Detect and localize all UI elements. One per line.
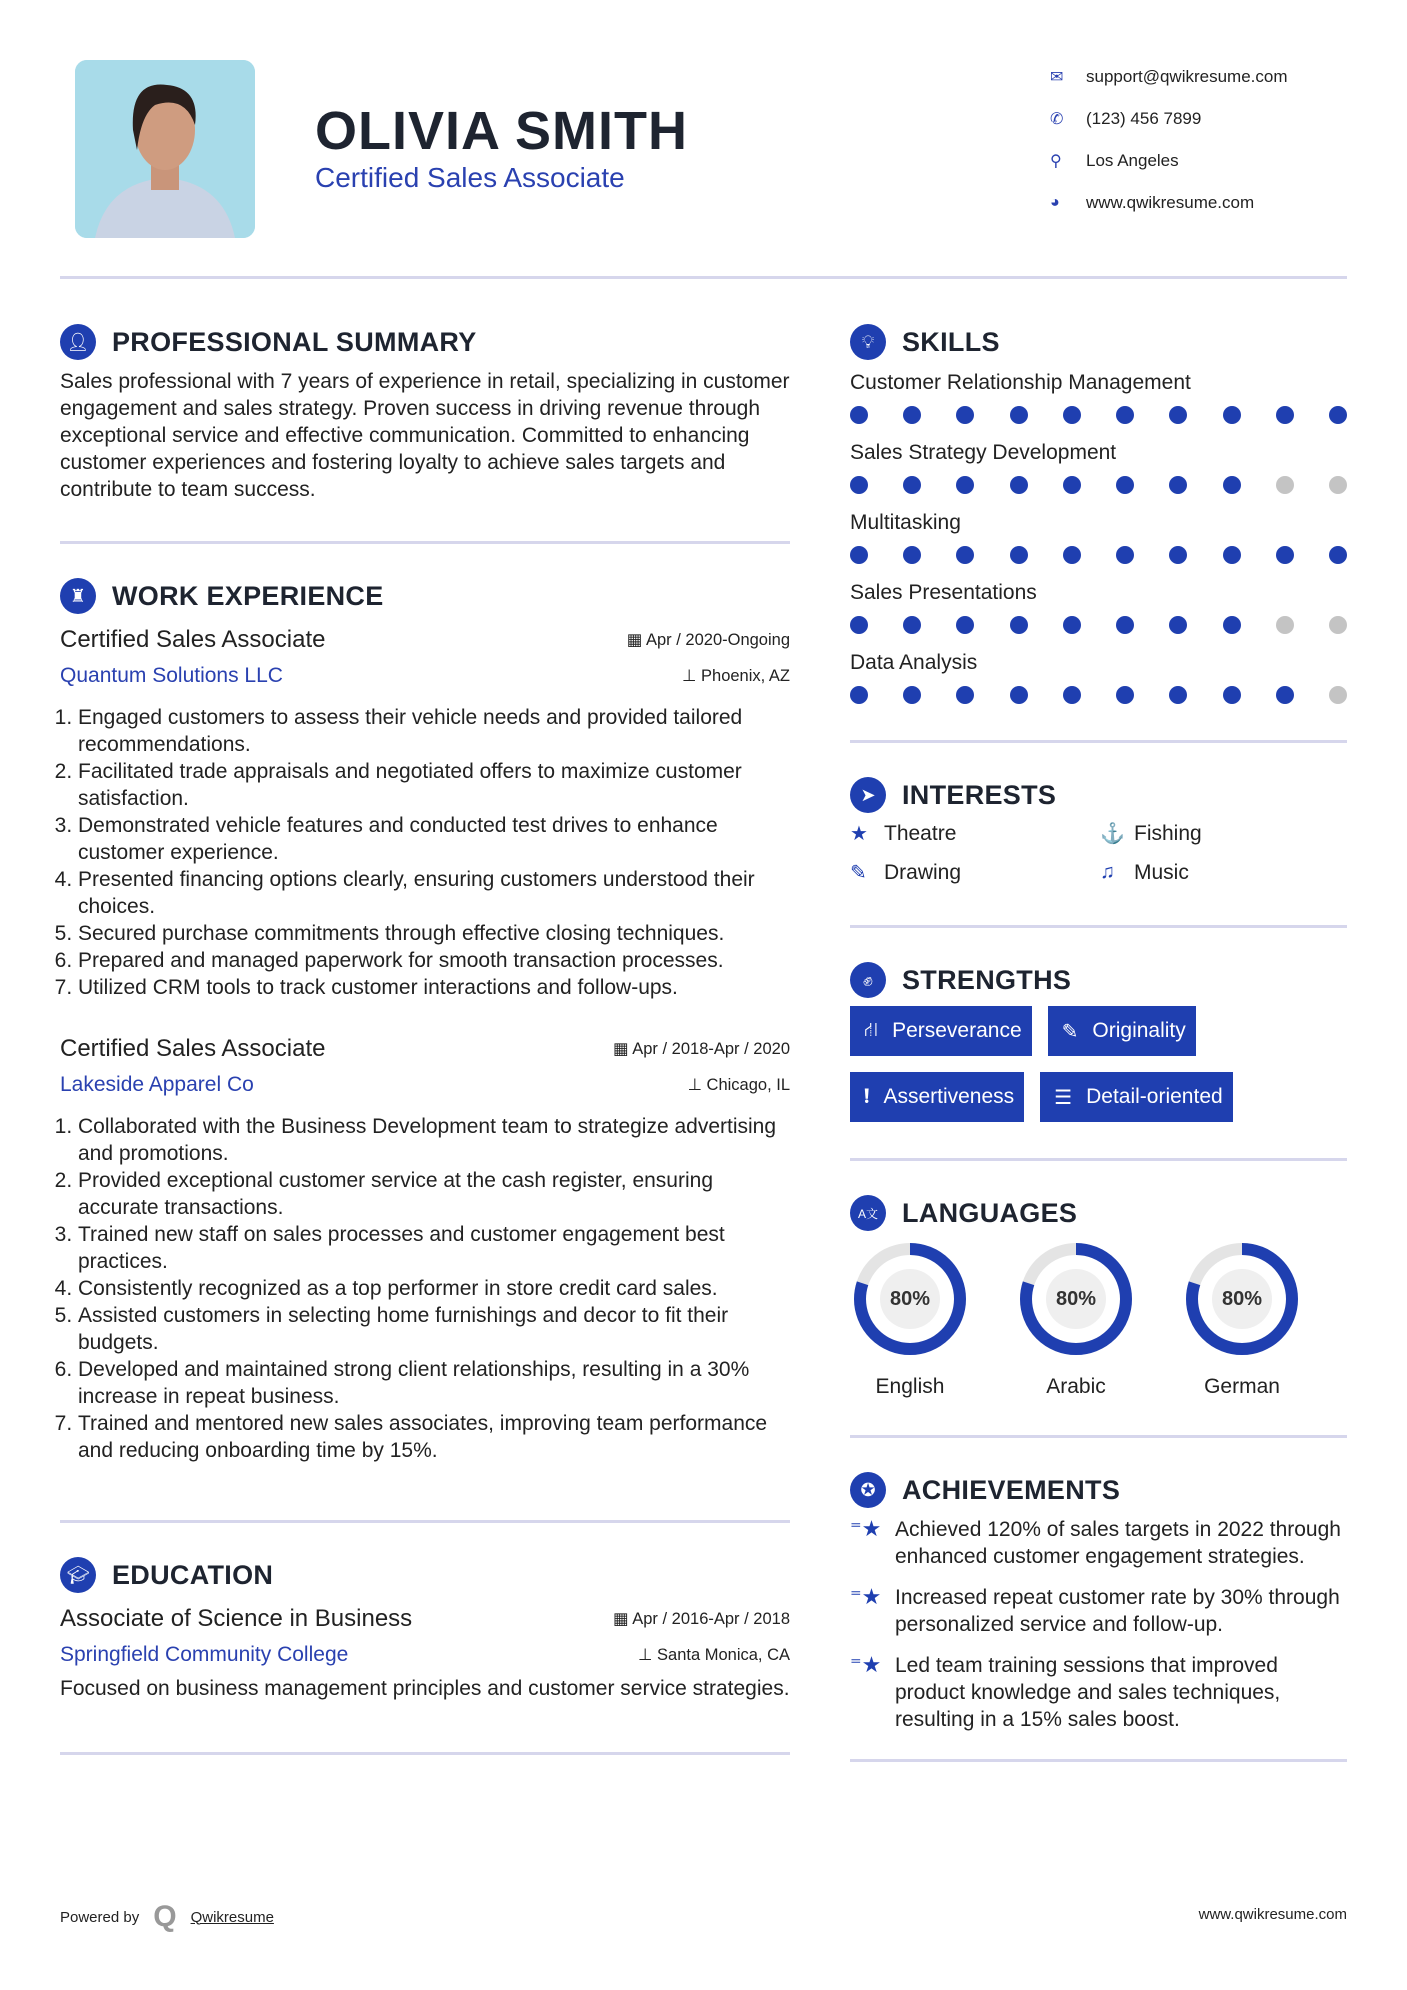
- rating-dot-filled: [1010, 406, 1028, 424]
- rating-dot-filled: [1329, 546, 1347, 564]
- divider: [60, 541, 790, 544]
- rating-dot-filled: [1276, 686, 1294, 704]
- languages: [850, 1193, 1347, 1399]
- job-dates: Apr / 2018-Apr / 2020: [632, 1040, 790, 1058]
- interest-item: [1100, 860, 1347, 885]
- map-marker-icon: ⚲: [1050, 153, 1062, 170]
- divider: [60, 1752, 790, 1755]
- skill-item: [850, 578, 1347, 634]
- duty-item: 6. Prepared and managed paperwork for smooth transaction processes.: [78, 947, 790, 974]
- strength-badge: [1048, 1006, 1196, 1056]
- section-title: LANGUAGES: [902, 1197, 1078, 1228]
- duty-item: 3. Trained new staff on sales processes and customer engagement best practices.: [78, 1221, 790, 1275]
- language-progress-ring: [850, 1239, 970, 1359]
- skill-item: [850, 438, 1347, 494]
- interests: [850, 775, 1347, 885]
- rating-dot-filled: [1063, 616, 1081, 634]
- strength-badge: [1040, 1072, 1233, 1122]
- contact-phone[interactable]: [1050, 98, 1288, 140]
- rating-dot-filled: [1116, 406, 1134, 424]
- rating-dot-filled: [1116, 546, 1134, 564]
- rating-dot-filled: [1010, 616, 1028, 634]
- qwikresume-logo-icon: Q: [153, 1900, 177, 1933]
- graduation-icon: 🎓︎: [60, 1557, 96, 1593]
- rating-dot-filled: [1116, 476, 1134, 494]
- contact-text: support@qwikresume.com: [1086, 67, 1288, 86]
- rating-dot-filled: [850, 546, 868, 564]
- rating-dot-empty: [1329, 476, 1347, 494]
- duty-item: 7. Utilized CRM tools to track customer interactions and follow-ups.: [78, 974, 790, 1001]
- degree: Associate of Science in Business: [60, 1605, 413, 1632]
- achievement-item: [850, 1584, 1347, 1638]
- strength-label: Perseverance: [892, 1019, 1022, 1042]
- section-title: SKILLS: [902, 326, 1000, 357]
- language-progress-ring: [1182, 1239, 1302, 1359]
- interest-label: Fishing: [1134, 821, 1202, 845]
- rating-dot-empty: [1276, 616, 1294, 634]
- envelope-icon: ✉: [1050, 69, 1064, 86]
- globe-icon: ◕: [1050, 194, 1060, 211]
- skills: [850, 322, 1347, 704]
- education-text: Focused on business management principles and customer service strategies.: [60, 1677, 790, 1700]
- interest-item: [850, 860, 1100, 885]
- divider: [850, 1759, 1347, 1762]
- duty-item: 3. Demonstrated vehicle features and conducted test drives to enhance customer experience.: [78, 812, 790, 866]
- skill-item: [850, 648, 1347, 704]
- section-title: WORK EXPERIENCE: [112, 580, 384, 611]
- language-item: [1182, 1239, 1302, 1399]
- shooting-star-icon: ⁼★: [850, 1516, 882, 1541]
- skill-item: [850, 508, 1347, 564]
- job-duties: [60, 704, 790, 1001]
- job-title: Certified Sales Associate: [60, 1035, 326, 1062]
- language-item: [850, 1239, 970, 1399]
- rating-dot-filled: [1169, 616, 1187, 634]
- language-percent: 80%: [1046, 1269, 1106, 1329]
- rating-dot-filled: [903, 476, 921, 494]
- rating-dot-empty: [1329, 616, 1347, 634]
- phone-icon: ✆: [1050, 111, 1064, 128]
- language-label: English: [875, 1375, 945, 1398]
- rating-dot-filled: [1063, 546, 1081, 564]
- language-label: Arabic: [1046, 1375, 1106, 1398]
- school: Springfield Community College: [60, 1643, 349, 1666]
- duty-item: 4. Consistently recognized as a top performer in store credit card sales.: [78, 1275, 790, 1302]
- rating-dot-filled: [1063, 686, 1081, 704]
- skill-rating: [850, 546, 1347, 564]
- rating-dot-filled: [1063, 476, 1081, 494]
- left-column: [60, 322, 790, 1755]
- contact-location: [1050, 140, 1288, 182]
- language-progress-ring: [1016, 1239, 1136, 1359]
- fist-icon: ✊︎: [850, 962, 886, 998]
- shooting-star-icon: ⁼★: [850, 1584, 882, 1609]
- rating-dot-filled: [1276, 546, 1294, 564]
- achievement-text: Achieved 120% of sales targets in 2022 through enhanced customer engagement strategies.: [895, 1518, 1341, 1568]
- contact-text: www.qwikresume.com: [1086, 193, 1255, 212]
- music-icon: ♫: [1100, 861, 1115, 883]
- rating-dot-filled: [850, 616, 868, 634]
- calendar-icon: ▦: [612, 1610, 633, 1628]
- rating-dot-filled: [850, 476, 868, 494]
- duty-item: 5. Assisted customers in selecting home furnishings and decor to fit their budgets.: [78, 1302, 790, 1356]
- pin-icon: ⊥: [638, 1646, 658, 1664]
- strength-badge: [850, 1072, 1024, 1122]
- divider: [850, 1158, 1347, 1161]
- rating-dot-filled: [903, 546, 921, 564]
- user-icon: 👤︎: [60, 324, 96, 360]
- divider: [850, 740, 1347, 743]
- interest-label: Drawing: [884, 860, 962, 884]
- language-item: [1016, 1239, 1136, 1399]
- rating-dot-filled: [1169, 476, 1187, 494]
- rating-dot-filled: [956, 546, 974, 564]
- contact-text: Los Angeles: [1086, 151, 1179, 170]
- contact-list: [1050, 56, 1288, 224]
- rating-dot-filled: [850, 406, 868, 424]
- duty-item: 2. Provided exceptional customer service at the cash register, ensuring accurate transactions.: [78, 1167, 790, 1221]
- rating-dot-filled: [1223, 686, 1241, 704]
- achievements: [850, 1470, 1347, 1733]
- paper-plane-icon: ➤: [850, 777, 886, 813]
- qwikresume-link[interactable]: Qwikresume: [190, 1908, 274, 1926]
- pin-icon: ⊥: [682, 667, 702, 685]
- exclamation-circle-icon: ❗︎: [864, 1085, 870, 1108]
- pencil-icon: ✎: [1061, 1020, 1079, 1043]
- rating-dot-filled: [1010, 686, 1028, 704]
- rating-dot-filled: [956, 476, 974, 494]
- footer-powered: [60, 1900, 274, 1934]
- right-column: [850, 322, 1347, 1762]
- strength-label: Originality: [1092, 1019, 1186, 1042]
- contact-email[interactable]: [1050, 56, 1288, 98]
- anchor-icon: ⚓: [1100, 823, 1125, 845]
- job-title: Certified Sales Associate: [60, 626, 326, 653]
- profile-photo: [75, 60, 255, 238]
- rating-dot-filled: [1063, 406, 1081, 424]
- skill-rating: [850, 406, 1347, 424]
- job-entry: [60, 622, 790, 1001]
- duty-item: 1. Collaborated with the Business Development team to strategize advertising and promotions.: [78, 1113, 790, 1167]
- interest-item: [1100, 821, 1347, 846]
- award-icon: ✪: [850, 1472, 886, 1508]
- duty-item: 5. Secured purchase commitments through effective closing techniques.: [78, 920, 790, 947]
- divider: [850, 925, 1347, 928]
- strength-label: Assertiveness: [883, 1085, 1015, 1108]
- section-title: INTERESTS: [902, 779, 1057, 810]
- shooting-star-icon: ⁼★: [850, 1652, 882, 1677]
- company-name: Lakeside Apparel Co: [60, 1073, 254, 1096]
- skill-rating: [850, 616, 1347, 634]
- duty-item: 2. Facilitated trade appraisals and negotiated offers to maximize customer satisfaction.: [78, 758, 790, 812]
- rating-dot-filled: [1010, 546, 1028, 564]
- road-icon: ⛙: [864, 1018, 879, 1041]
- rating-dot-filled: [850, 686, 868, 704]
- skill-label: Sales Strategy Development: [850, 441, 1117, 464]
- section-title: EDUCATION: [112, 1559, 274, 1590]
- rating-dot-empty: [1276, 476, 1294, 494]
- skill-label: Multitasking: [850, 511, 961, 534]
- star-icon: ★: [850, 823, 868, 845]
- achievement-text: Led team training sessions that improved product knowledge and sales techniques, resulting in a 15% sales boost.: [895, 1654, 1281, 1731]
- interest-label: Music: [1134, 860, 1189, 884]
- skill-label: Customer Relationship Management: [850, 371, 1191, 394]
- rating-dot-filled: [1169, 546, 1187, 564]
- rating-dot-filled: [1223, 546, 1241, 564]
- divider: [60, 1520, 790, 1523]
- calendar-icon: ▦: [612, 1040, 633, 1058]
- achievement-text: Increased repeat customer rate by 30% through personalized service and follow-up.: [895, 1586, 1340, 1636]
- strength-label: Detail-oriented: [1086, 1085, 1223, 1108]
- rating-dot-filled: [956, 406, 974, 424]
- skill-rating: [850, 476, 1347, 494]
- company-name: Quantum Solutions LLC: [60, 664, 283, 687]
- rating-dot-filled: [1276, 406, 1294, 424]
- duty-item: 1. Engaged customers to assess their vehicle needs and provided tailored recommendations.: [78, 704, 790, 758]
- summary-text: Sales professional with 7 years of experience in retail, specializing in customer engagement and sales strategy. Proven success in driving revenue through exceptional service and effective communication. Committed to enhancing customer experiences and fostering loyalty to achieve sales targets and contribute to team success.: [60, 370, 790, 501]
- interest-label: Theatre: [884, 821, 957, 845]
- duty-item: 4. Presented financing options clearly, ensuring customers understood their choices.: [78, 866, 790, 920]
- job-dates: Apr / 2020-Ongoing: [645, 631, 790, 649]
- candidate-title: Certified Sales Associate: [315, 162, 625, 193]
- education: [60, 1555, 790, 1702]
- achievement-item: [850, 1516, 1347, 1570]
- work-experience: [60, 576, 790, 1464]
- rating-dot-filled: [903, 616, 921, 634]
- education-location: Santa Monica, CA: [657, 1646, 790, 1664]
- interest-item: [850, 821, 1100, 846]
- rating-dot-filled: [1169, 406, 1187, 424]
- powered-by-label: Powered by: [60, 1908, 140, 1926]
- language-icon: A文: [850, 1195, 886, 1231]
- education-dates: Apr / 2016-Apr / 2018: [632, 1610, 790, 1628]
- strength-badge: [850, 1006, 1032, 1056]
- rating-dot-filled: [903, 686, 921, 704]
- skill-label: Sales Presentations: [850, 581, 1037, 604]
- achievement-item: [850, 1652, 1347, 1733]
- strengths: [850, 960, 1347, 1122]
- contact-text: (123) 456 7899: [1086, 109, 1202, 128]
- rating-dot-filled: [956, 686, 974, 704]
- rating-dot-filled: [1010, 476, 1028, 494]
- job-location: Phoenix, AZ: [701, 667, 790, 685]
- skill-item: [850, 368, 1347, 424]
- header-divider: [60, 276, 1347, 279]
- rating-dot-filled: [1329, 406, 1347, 424]
- calendar-icon: ▦: [626, 631, 646, 649]
- rating-dot-filled: [1116, 616, 1134, 634]
- duty-item: 6. Developed and maintained strong client relationships, resulting in a 30% increase in repeat business.: [78, 1356, 790, 1410]
- section-title: ACHIEVEMENTS: [902, 1474, 1121, 1505]
- section-title: PROFESSIONAL SUMMARY: [112, 326, 477, 357]
- rating-dot-filled: [1223, 476, 1241, 494]
- skill-rating: [850, 686, 1347, 704]
- pin-icon: ⊥: [687, 1076, 707, 1094]
- candidate-name: OLIVIA SMITH: [315, 101, 688, 161]
- duty-item: 7. Trained and mentored new sales associates, improving team performance and reducing onboarding time by 15%.: [78, 1410, 790, 1464]
- section-title: STRENGTHS: [902, 964, 1072, 995]
- divider: [850, 1435, 1347, 1438]
- language-percent: 80%: [880, 1269, 940, 1329]
- rating-dot-filled: [956, 616, 974, 634]
- pencil-icon: ✎: [850, 862, 867, 884]
- job-location: Chicago, IL: [706, 1076, 790, 1094]
- professional-summary: [60, 322, 790, 503]
- language-label: German: [1204, 1375, 1280, 1398]
- job-duties: [60, 1113, 790, 1464]
- rating-dot-filled: [1223, 616, 1241, 634]
- contact-website[interactable]: [1050, 182, 1288, 224]
- rating-dot-filled: [1116, 686, 1134, 704]
- rating-dot-filled: [1169, 686, 1187, 704]
- language-percent: 80%: [1212, 1269, 1272, 1329]
- chair-icon: ♜: [60, 578, 96, 614]
- rating-dot-filled: [1223, 406, 1241, 424]
- list-icon: ☰: [1054, 1086, 1073, 1109]
- job-entry: [60, 1031, 790, 1464]
- skill-label: Data Analysis: [850, 651, 978, 674]
- rating-dot-empty: [1329, 686, 1347, 704]
- rating-dot-filled: [903, 406, 921, 424]
- footer-site[interactable]: www.qwikresume.com: [1198, 1906, 1347, 1923]
- lightbulb-icon: 💡︎: [850, 324, 886, 360]
